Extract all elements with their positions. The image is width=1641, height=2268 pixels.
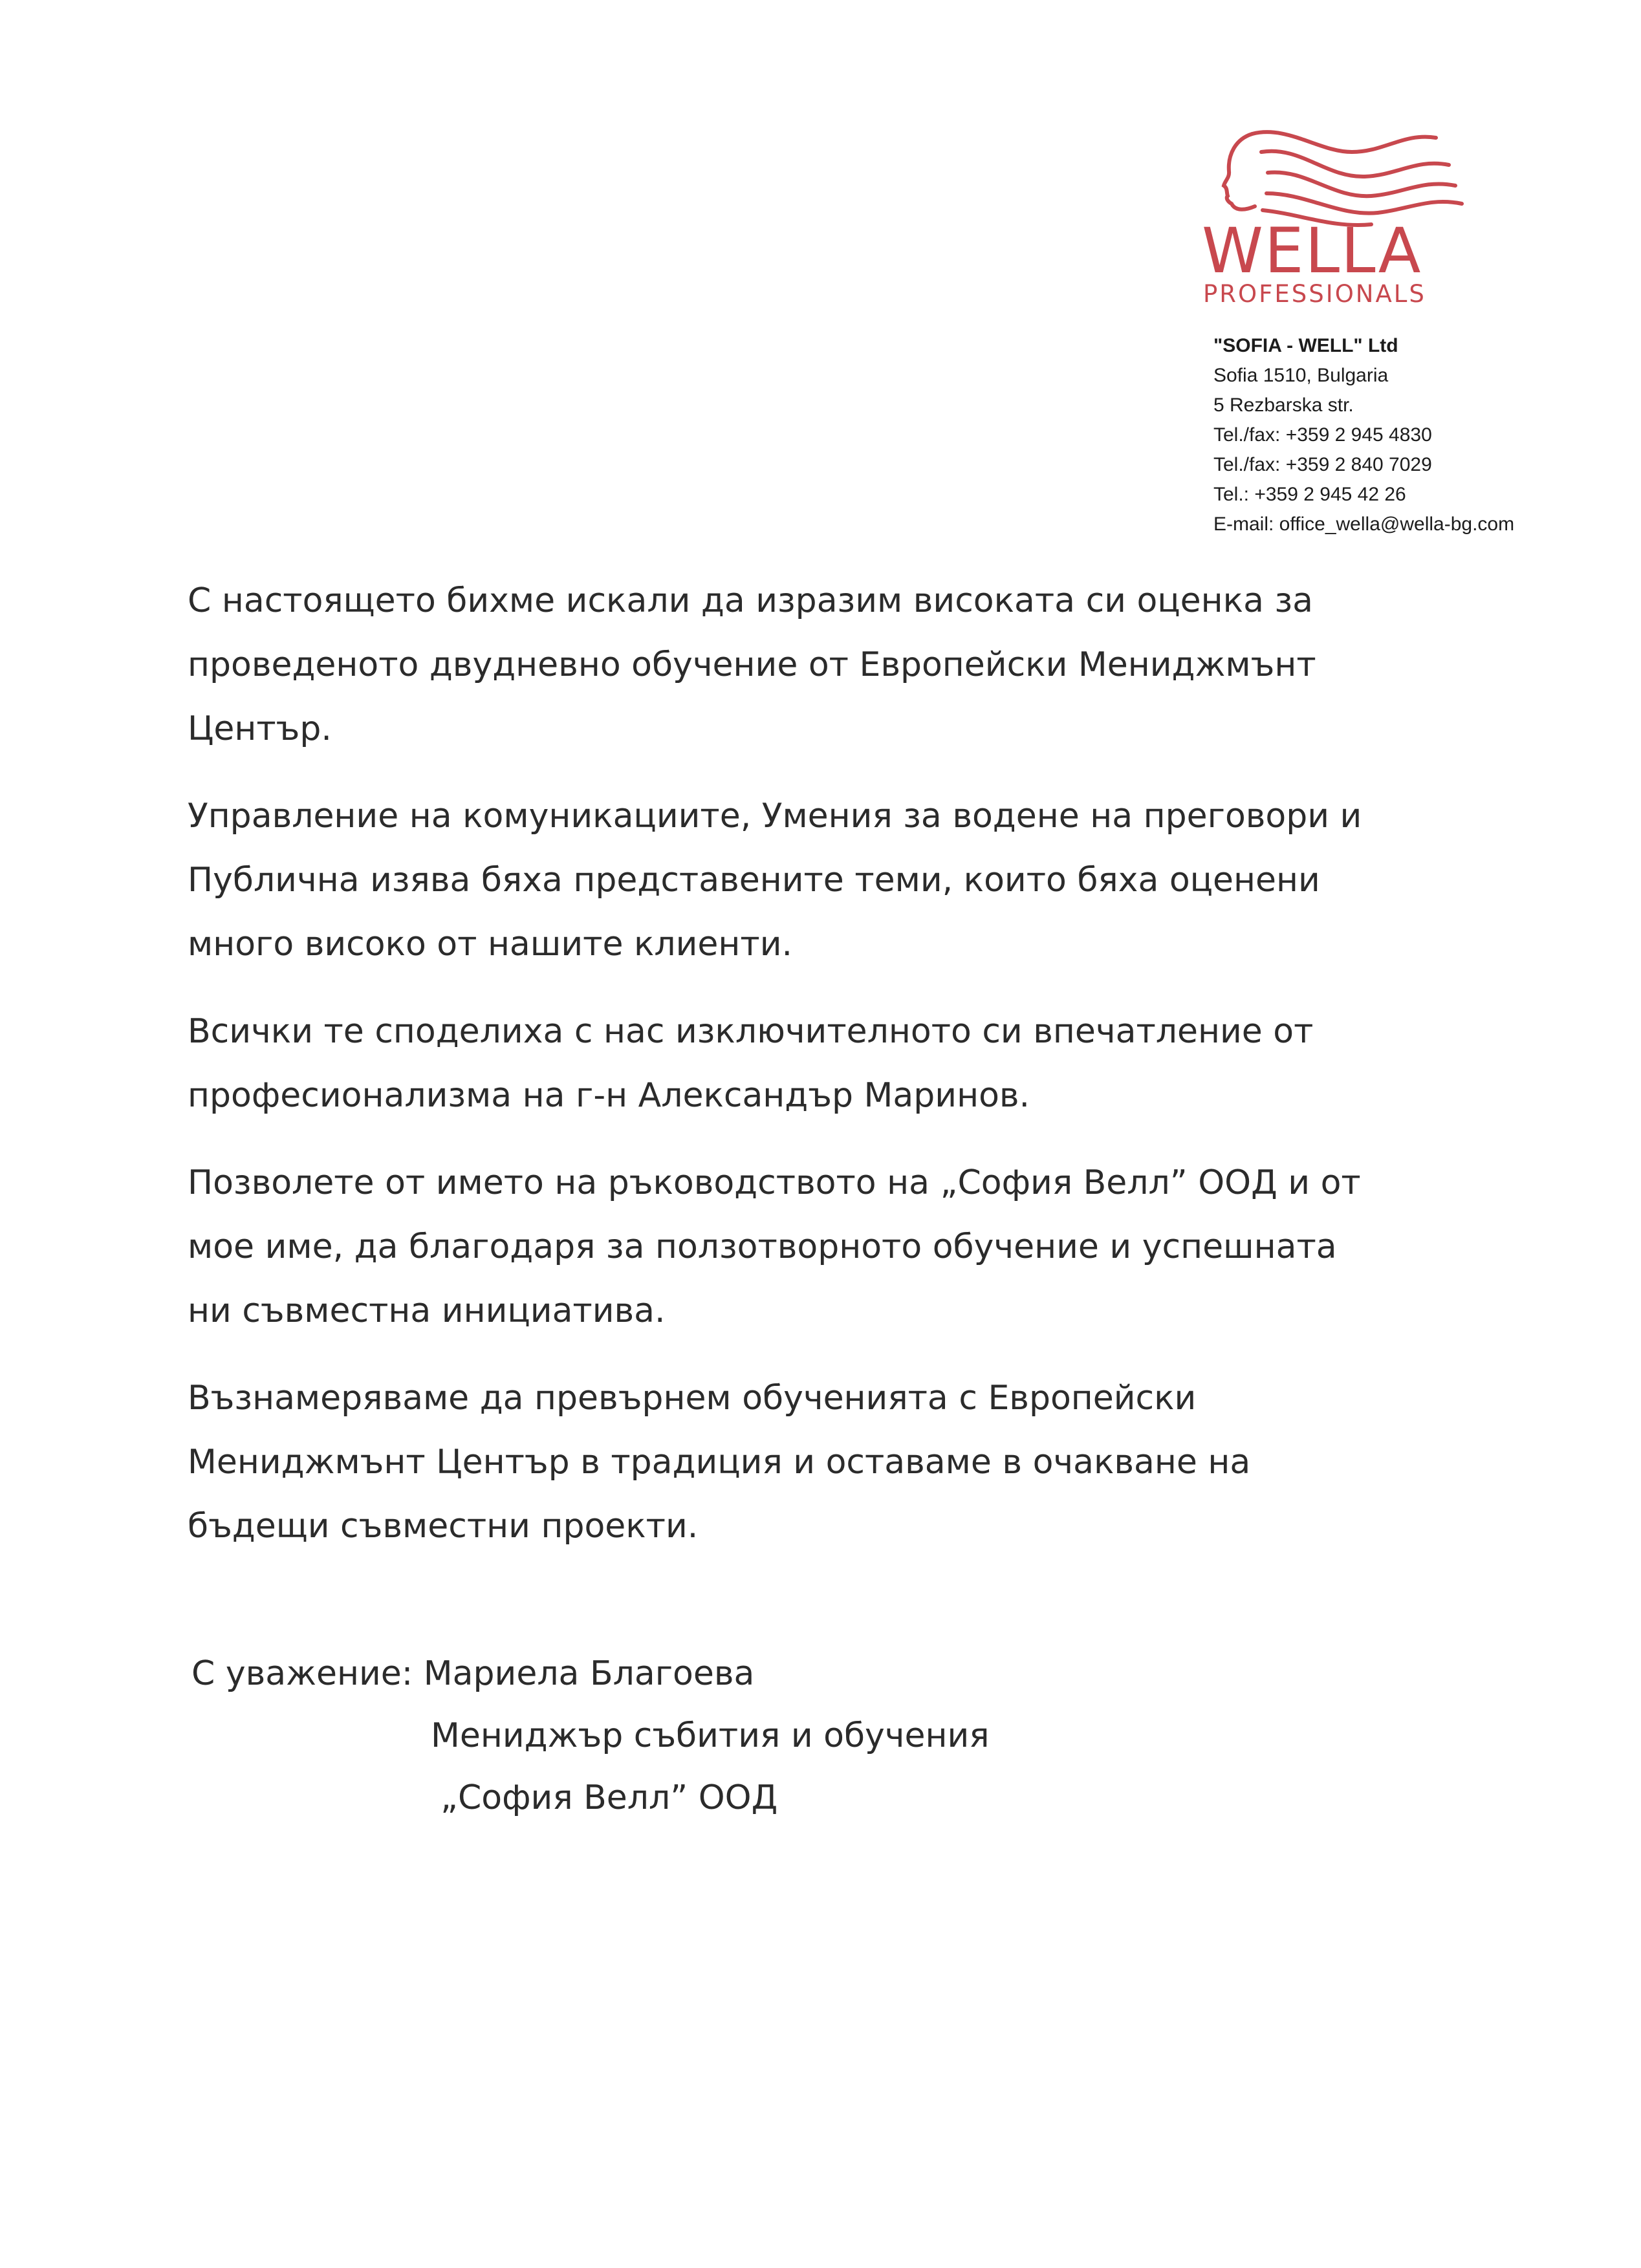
paragraph-4 (188, 1151, 1455, 1343)
text-line: С настоящето бихме искали да изразим високата си оценка за (188, 581, 1313, 620)
email: E-mail: office_wella@wella-bg.com (1213, 513, 1515, 535)
phone: Tel.: +359 2 945 42 26 (1213, 484, 1406, 505)
woman-profile-wavy-hair-icon (1190, 126, 1488, 230)
text-line: мое име, да благодаря за ползотворното обучение и успешната (188, 1227, 1337, 1266)
text-line: Позволете от името на ръководството на „София Велл” ООД и от (188, 1163, 1361, 1202)
signature-salutation: С уважение: Мариела Благоева (191, 1654, 755, 1693)
signature-company: „София Велл” ООД (440, 1778, 778, 1817)
text-line: Възнамеряваме да превърнем обученията с Европейски (188, 1379, 1197, 1418)
text-line: много високо от нашите клиенти. (188, 925, 793, 964)
phone-fax-1: Tel./fax: +359 2 945 4830 (1213, 424, 1432, 446)
address-street: 5 Rezbarska str. (1213, 394, 1354, 416)
paragraph-1 (188, 569, 1455, 761)
brand-subtitle: PROFESSIONALS (1203, 280, 1426, 308)
text-line: Управление на комуникациите, Умения за водене на преговори и (188, 797, 1362, 836)
letter-body (188, 569, 1455, 1582)
text-line: бъдещи съвместни проекти. (188, 1507, 699, 1546)
text-line: проведеното двудневно обучение от Европейски Мениджмънт (188, 645, 1316, 684)
signature-position: Мениджър събития и обучения (431, 1716, 990, 1755)
company-name: "SOFIA - WELL" Ltd (1213, 335, 1398, 356)
text-line: ни съвместна инициатива. (188, 1291, 666, 1330)
text-line: професионализма на г-н Александър Маринов. (188, 1076, 1030, 1115)
letter-closing (191, 1643, 990, 1829)
brand-name: WELLA (1202, 215, 1422, 287)
wella-logo (1190, 126, 1488, 314)
text-line: Мениджмънт Център в традиция и оставаме в очакване на (188, 1443, 1251, 1482)
paragraph-2 (188, 784, 1455, 977)
text-line: Всички те споделиха с нас изключителното си впечатление от (188, 1012, 1314, 1051)
text-line: Публична изява бяха представените теми, които бяха оценени (188, 861, 1320, 900)
paragraph-5 (188, 1366, 1455, 1559)
address-city: Sofia 1510, Bulgaria (1213, 365, 1389, 386)
paragraph-3 (188, 1000, 1455, 1128)
text-line: Център. (188, 709, 332, 748)
phone-fax-2: Tel./fax: +359 2 840 7029 (1213, 454, 1432, 475)
company-address-block (1213, 331, 1514, 539)
